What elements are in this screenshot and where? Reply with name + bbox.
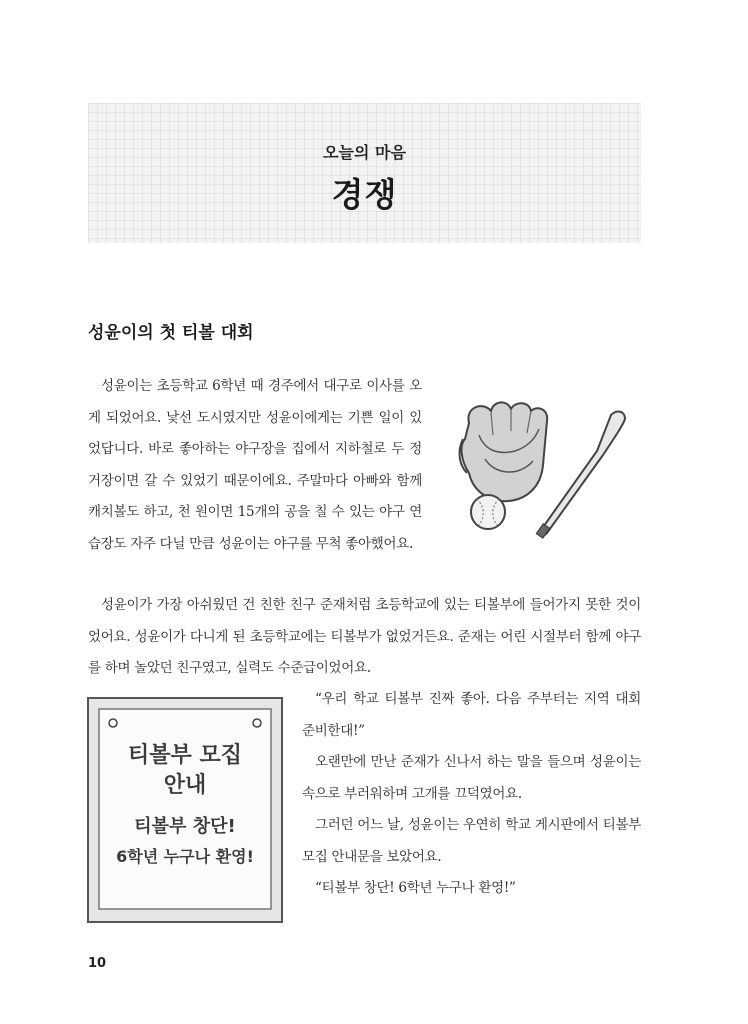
- poster-paper: [99, 709, 271, 909]
- text-column: [302, 684, 641, 905]
- poster-line-2: 안내: [163, 773, 207, 798]
- header-banner: [88, 103, 641, 243]
- baseball-glove-icon: [460, 402, 548, 501]
- paragraph-4: 오랜만에 만난 준재가 신나서 하는 말을 들으며 성윤이는 속으로 부러워하며 고개를 끄덕였어요.: [302, 754, 641, 802]
- poster-line-1: 티볼부 모집: [128, 743, 242, 768]
- poster-line-3: 티볼부 창단!: [134, 816, 236, 837]
- section-title: 성윤이의 첫 티볼 대회: [88, 323, 254, 343]
- recruitment-poster-illustration: [85, 695, 285, 925]
- paragraph-1: 성윤이는 초등학교 6학년 때 경주에서 대구로 이사를 오게 되었어요. 낯선 도시였지만 성윤이에게는 기쁜 일이 있었답니다. 바로 좋아하는 야구장을 집에서 지하철로 두 정거장이면 갈 수 있었기 때문이에요. 주말마다 아빠와 함께 캐치볼도 하고, 천 원이면 15개의 공을 칠 수 있는 야구 연습장도 자주 다닐 만큼 성윤이는 야구를 무척 좋아했어요.: [88, 378, 422, 552]
- paragraph-6: “티볼부 창단! 6학년 누구나 환영!”: [315, 880, 516, 896]
- pin-icon: [253, 719, 261, 727]
- pin-icon: [109, 719, 117, 727]
- paragraph-5: 그러던 어느 날, 성윤이는 우연히 학교 게시판에서 티볼부 모집 안내문을 보았어요.: [302, 817, 641, 865]
- baseball-illustration: [455, 395, 655, 550]
- header-title: 경쟁: [331, 175, 398, 214]
- paragraph-3: “우리 학교 티볼부 진짜 좋아. 다음 주부터는 지역 대회 준비한대!”: [302, 691, 641, 739]
- poster-line-4: 6학년 누구나 환영!: [116, 847, 254, 866]
- baseball-ball-icon: [471, 495, 505, 529]
- page-number: 10: [88, 956, 107, 971]
- header-subtitle: 오늘의 마음: [323, 143, 406, 162]
- paragraph-2: 성윤이가 가장 아쉬웠던 건 친한 친구 준재처럼 초등학교에 있는 티볼부에 들어가지 못한 것이었어요. 성윤이가 다니게 된 초등학교에는 티볼부가 없었거든요. 준재는 어린 시절부터 함께 야구를 하며 놀았던 친구였고, 실력도 수준급이었어요.: [88, 597, 641, 676]
- baseball-bat-icon: [536, 412, 625, 539]
